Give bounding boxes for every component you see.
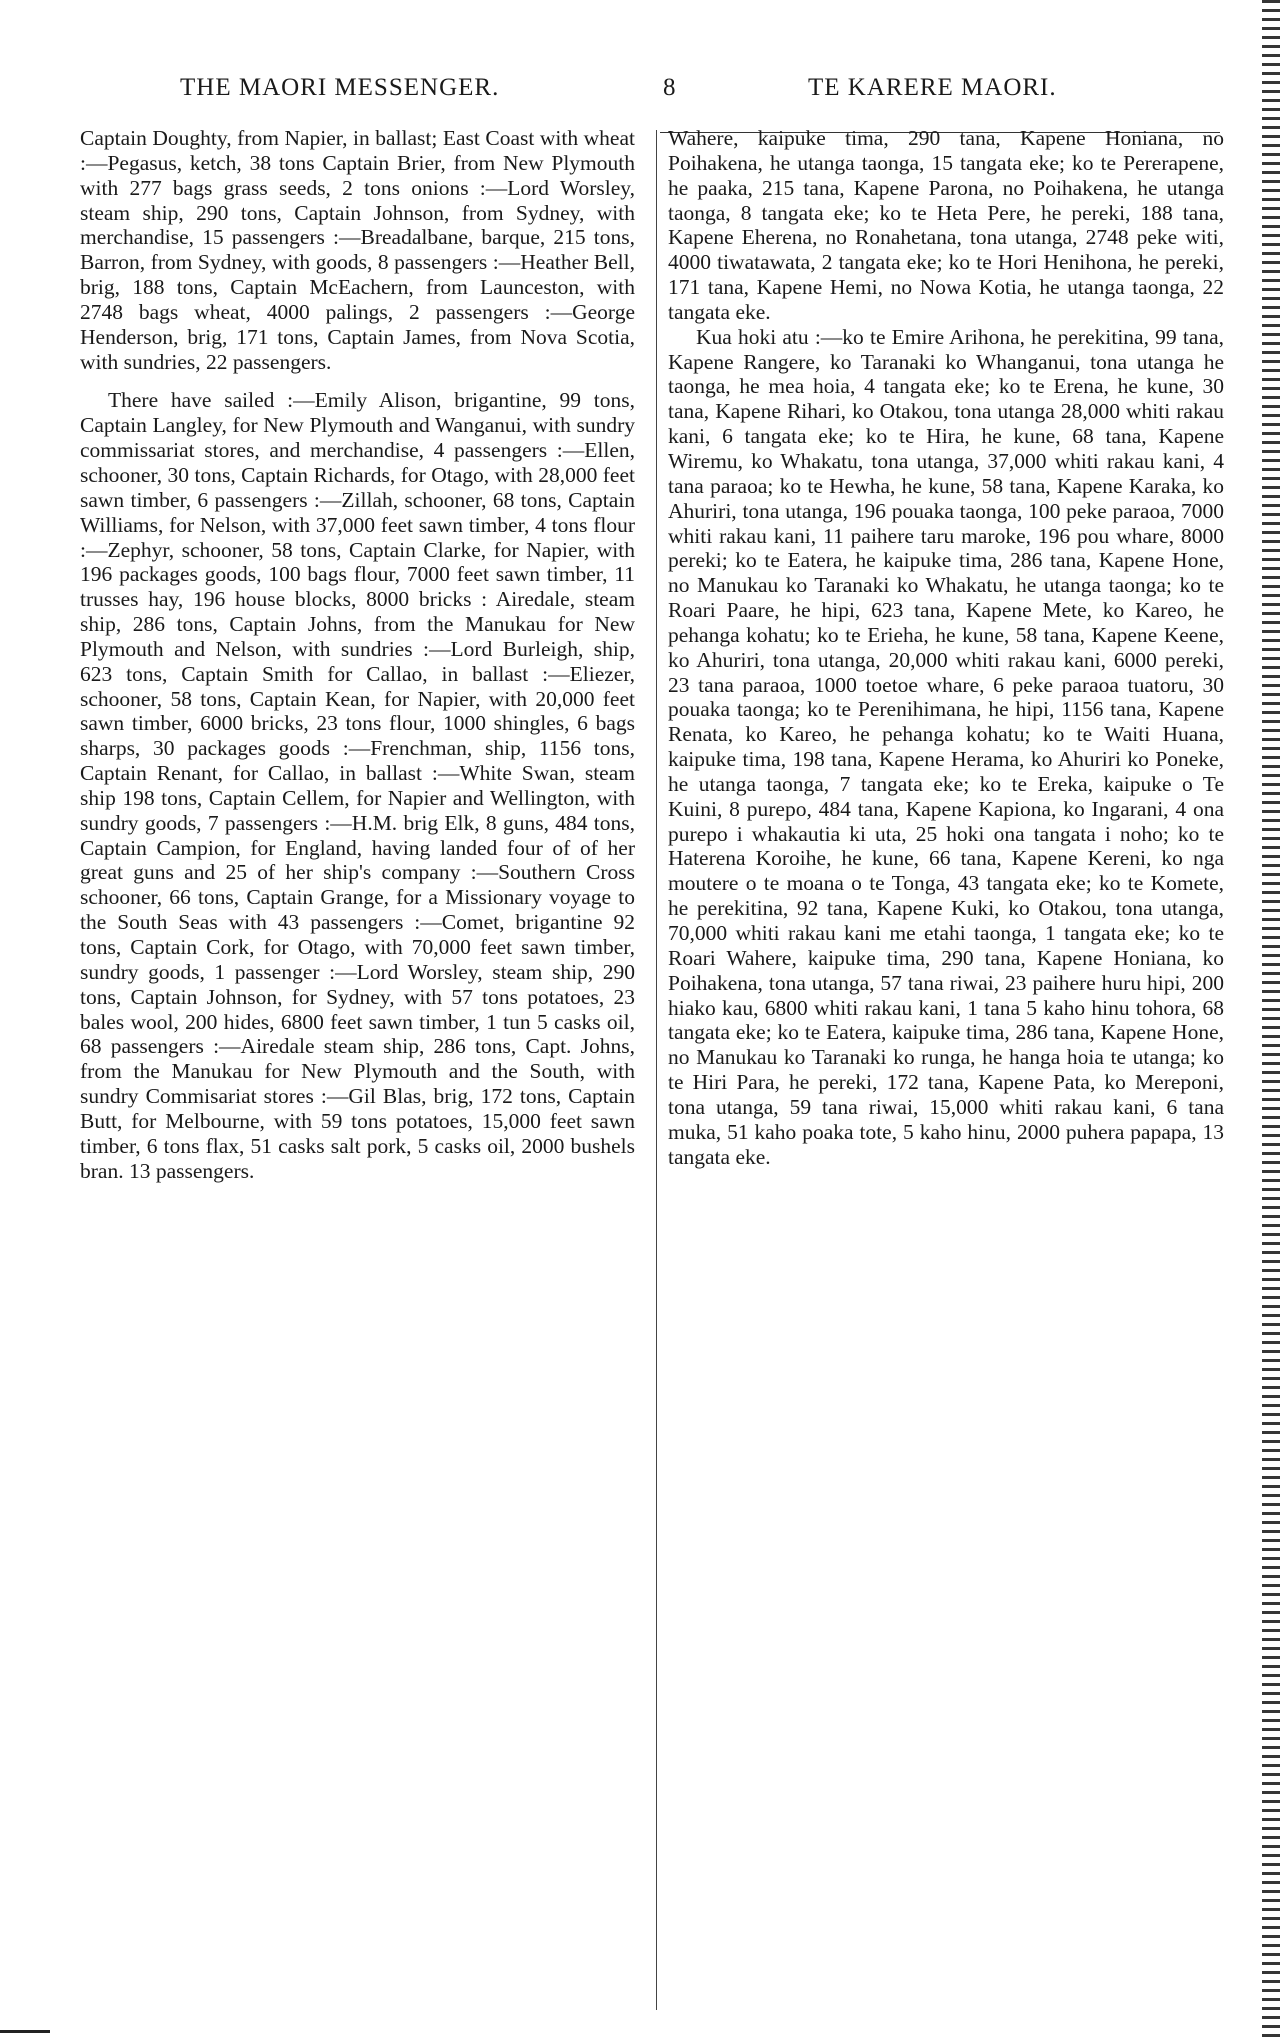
page-number: 8 (663, 74, 677, 101)
left-column-english (80, 126, 635, 1183)
scan-edge-border (1262, 0, 1280, 2041)
right-paragraph-arrivals: Wahere, kaipuke tima, 290 tana, Kapene Honiana, no Poihakena, he utanga taonga, 15 tangata eke; ko te Pererapene, he paaka, 215 tana, Kapene Parona, no Poihakena, he utanga taonga, 8 tangata eke; ko te Heta Pere, he pereki, 188 tana, Kapene Eherena, no Ronahetana, tona utanga, 2748 peke witi, 4000 tiwatawata, 2 tangata eke; ko te Hori Henihona, he pereki, 171 tana, Kapene Hemi, no Nowa Kotia, he utanga taonga, 22 tangata eke. (668, 126, 1224, 324)
right-paragraph-sailed: Kua hoki atu :—ko te Emire Arihona, he perekitina, 99 tana, Kapene Rangere, ko Taranaki ko Whanganui, tona utanga he taonga, he mea hoia, 4 tangata eke; ko te Erena, he kune, 30 tana, Kapene Rihari, ko Otakou, tona utanga 28,000 whiti rakau kani, 6 tangata eke; ko te Hira, he kune, 68 tana, Kapene Wiremu, ko Whakatu, tona utanga, 37,000 whiti rakau kani, 4 tana paraoa; ko te Hewha, he kune, 58 tana, Kapene Karaka, ko Ahuriri, tona utanga, 196 pouaka taonga, 100 peke paraoa, 7000 whiti rakau kani, 11 paihere taru maroke, 196 pou whare, 8000 pereki; ko te Eatera, he kaipuke tima, 286 tana, Kapene Hone, no Manukau ko Taranaki ko Whakatu, he utanga taonga; ko te Roari Paare, he hipi, 623 tana, Kapene Mete, ko Kareo, he pehanga kohatu; ko te Erieha, he kune, 58 tana, Kapene Keene, ko Ahuriri, tona utanga, 20,000 whiti rakau kani, 6000 pereki, 23 tana paraoa, 1000 toetoe whare, 6 peke paraoa tuatoru, 30 pouaka taonga; ko te Perenihimana, he hipi, 1156 tana, Kapene Renata, ko Kareo, he pehanga kohatu; ko te Waiti Huana, kaipuke tima, 198 tana, Kapene Herama, ko Ahuriri ko Poneke, he utanga taonga, 7 tangata eke; ko te Ereka, kaipuke o Te Kuini, 8 purepo, 484 tana, Kapene Kapiona, ko Ingarani, 4 ona purepo i whakautia ki uta, 25 hoki ona tangata i noho; ko te Haterena Koroihe, he kune, 66 tana, Kapene Kereni, ko nga moutere o te moana o te Tonga, 43 tangata eke; ko te Komete, he perekitina, 92 tana, Kapene Kuki, ko Otakou, tona utanga, 70,000 whiti rakau kani me etahi taonga, 1 tangata eke; ko te Roari Wahere, kaipuke tima, 290 tana, Kapene Honiana, ko Poihakena, tona utanga, 57 tana riwai, 23 paihere huru hipi, 200 hiako kau, 6800 whiti rakau kani, 1 tana 5 kaho hinu tohora, 68 tangata eke; ko te Eatera, kaipuke tima, 286 tana, Kapene Hone, no Manukau ko Taranaki ko runga, he hanga hoia te utanga; ko te Hiri Para, he pereki, 172 tana, Kapene Pata, ko Mereponi, tona utanga, 59 tana riwai, 15,000 whiti rakau kani, 6 tana muka, 51 kaho poaka tote, 5 kaho hinu, 2000 puhera papapa, 13 tangata eke. (668, 324, 1224, 1169)
header-title-maori: TE KARERE MAORI. (808, 74, 1057, 101)
page-header (180, 74, 1140, 114)
scan-corner-mark (0, 2030, 50, 2033)
right-column-maori (668, 126, 1224, 1169)
column-divider (656, 130, 657, 2010)
left-paragraph-sailed: There have sailed :—Emily Alison, brigantine, 99 tons, Captain Langley, for New Plymouth and Wanganui, with sundry commissariat stores, and merchandise, 4 passengers :—Ellen, schooner, 30 tons, Captain Richards, for Otago, with 28,000 feet sawn timber, 6 passengers :—Zillah, schooner, 68 tons, Captain Williams, for Nelson, with 37,000 feet sawn timber, 4 tons flour :—Zephyr, schooner, 58 tons, Captain Clarke, for Napier, with 196 packages goods, 100 bags flour, 7000 feet sawn timber, 11 trusses hay, 196 house blocks, 8000 bricks : Airedale, steam ship, 286 tons, Captain Johns, from the Manukau for New Plymouth and Nelson, with sundries :—Lord Burleigh, ship, 623 tons, Captain Smith for Callao, in ballast :—Eliezer, schooner, 58 tons, Captain Kean, for Napier, with 20,000 feet sawn timber, 6000 bricks, 23 tons flour, 1000 shingles, 6 bags sharps, 30 packages goods :—Frenchman, ship, 1156 tons, Captain Renant, for Callao, in ballast :—White Swan, steam ship 198 tons, Captain Cellem, for Napier and Wellington, with sundry goods, 7 passengers :—H.M. brig Elk, 8 guns, 484 tons, Captain Campion, for England, having landed four of of her great guns and 25 of her ship's company :—Southern Cross schooner, 66 tons, Captain Grange, for a Missionary voyage to the South Seas with 43 passengers :—Comet, brigantine 92 tons, Captain Cork, for Otago, with 70,000 feet sawn timber, sundry goods, 1 passenger :—Lord Worsley, steam ship, 290 tons, Captain Johnson, for Sydney, with 57 tons potatoes, 23 bales wool, 200 hides, 6800 feet sawn timber, 1 tun 5 casks oil, 68 passengers :—Airedale steam ship, 286 tons, Capt. Johns, from the Manukau for New Plymouth and the South, with sundry Commisariat stores :—Gil Blas, brig, 172 tons, Captain Butt, for Melbourne, with 59 tons potatoes, 15,000 feet sawn timber, 6 tons flax, 51 casks salt pork, 5 casks oil, 2000 bushels bran. 13 passengers. (80, 388, 635, 1183)
header-title-english: THE MAORI MESSENGER. (180, 74, 500, 101)
left-paragraph-arrivals: Captain Doughty, from Napier, in ballast; East Coast with wheat :—Pegasus, ketch, 38 tons Captain Brier, from New Plymouth with 277 bags grass seeds, 2 tons onions :—Lord Worsley, steam ship, 290 tons, Captain Johnson, from Sydney, with merchandise, 15 passengers :—Breadalbane, barque, 215 tons, Barron, from Sydney, with goods, 8 passengers :—Heather Bell, brig, 188 tons, Captain McEachern, from Launceston, with 2748 bags wheat, 4000 palings, 2 passengers :—George Henderson, brig, 171 tons, Captain James, from Nova Scotia, with sundries, 22 passengers. (80, 126, 635, 374)
